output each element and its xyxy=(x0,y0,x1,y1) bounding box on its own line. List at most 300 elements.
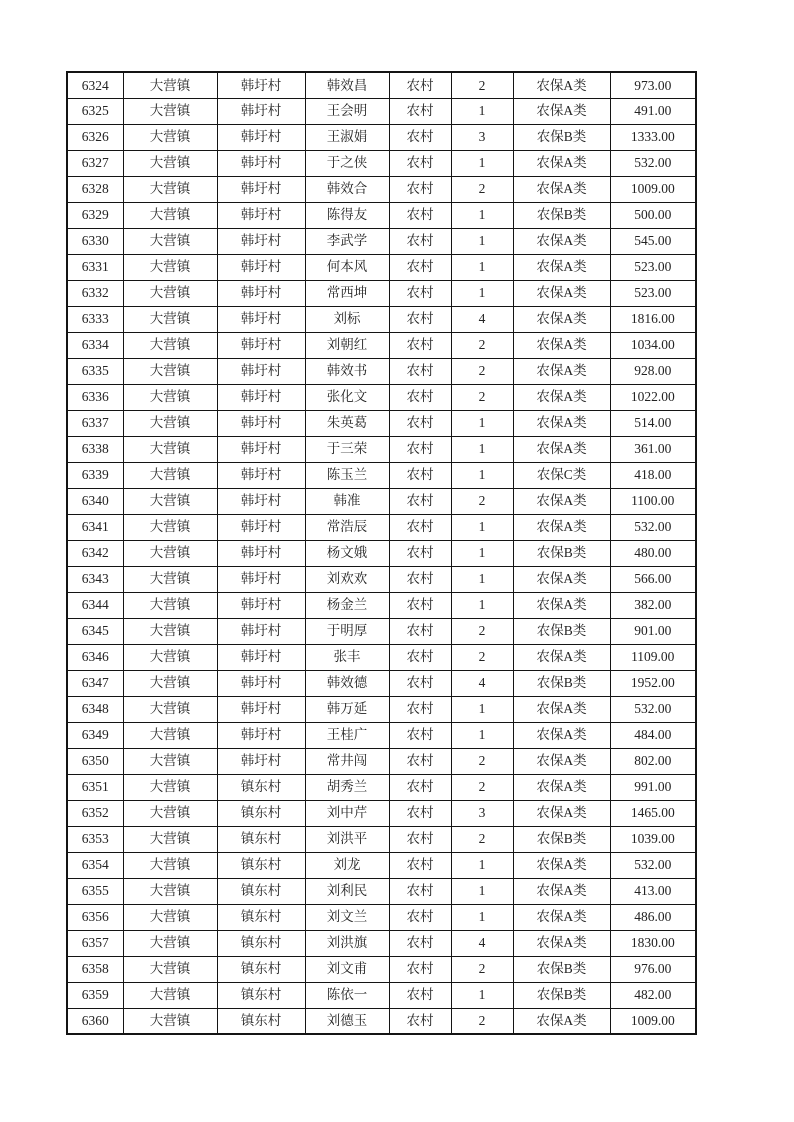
cell-insurance-category: 农保B类 xyxy=(513,956,610,982)
cell-amount: 802.00 xyxy=(610,748,696,774)
cell-town: 大营镇 xyxy=(123,280,217,306)
cell-residence-type: 农村 xyxy=(389,176,451,202)
cell-person-count: 1 xyxy=(451,228,513,254)
cell-serial-number: 6339 xyxy=(67,462,123,488)
cell-serial-number: 6347 xyxy=(67,670,123,696)
table-row xyxy=(67,306,696,332)
cell-amount: 1022.00 xyxy=(610,384,696,410)
cell-town: 大营镇 xyxy=(123,670,217,696)
cell-town: 大营镇 xyxy=(123,384,217,410)
table-row xyxy=(67,176,696,202)
cell-person-name: 刘洪平 xyxy=(305,826,389,852)
cell-residence-type: 农村 xyxy=(389,280,451,306)
cell-residence-type: 农村 xyxy=(389,878,451,904)
cell-person-name: 杨金兰 xyxy=(305,592,389,618)
table-row xyxy=(67,800,696,826)
table-row xyxy=(67,566,696,592)
table-row xyxy=(67,202,696,228)
cell-person-count: 1 xyxy=(451,280,513,306)
cell-person-name: 常西坤 xyxy=(305,280,389,306)
cell-residence-type: 农村 xyxy=(389,254,451,280)
cell-person-count: 4 xyxy=(451,930,513,956)
cell-residence-type: 农村 xyxy=(389,800,451,826)
table-row xyxy=(67,280,696,306)
cell-town: 大营镇 xyxy=(123,826,217,852)
cell-village: 韩圩村 xyxy=(217,514,305,540)
table-row xyxy=(67,410,696,436)
table-row xyxy=(67,384,696,410)
cell-amount: 1109.00 xyxy=(610,644,696,670)
cell-residence-type: 农村 xyxy=(389,826,451,852)
cell-residence-type: 农村 xyxy=(389,618,451,644)
cell-person-count: 3 xyxy=(451,124,513,150)
cell-insurance-category: 农保A类 xyxy=(513,436,610,462)
cell-village: 韩圩村 xyxy=(217,722,305,748)
cell-person-count: 1 xyxy=(451,852,513,878)
cell-serial-number: 6332 xyxy=(67,280,123,306)
cell-serial-number: 6328 xyxy=(67,176,123,202)
table-row xyxy=(67,956,696,982)
cell-residence-type: 农村 xyxy=(389,696,451,722)
cell-village: 韩圩村 xyxy=(217,306,305,332)
cell-amount: 976.00 xyxy=(610,956,696,982)
cell-serial-number: 6345 xyxy=(67,618,123,644)
cell-person-count: 2 xyxy=(451,72,513,98)
cell-person-count: 1 xyxy=(451,592,513,618)
cell-insurance-category: 农保A类 xyxy=(513,384,610,410)
cell-person-count: 1 xyxy=(451,982,513,1008)
table-row xyxy=(67,878,696,904)
cell-town: 大营镇 xyxy=(123,852,217,878)
cell-amount: 901.00 xyxy=(610,618,696,644)
table-row xyxy=(67,124,696,150)
table-row xyxy=(67,98,696,124)
cell-village: 韩圩村 xyxy=(217,644,305,670)
cell-town: 大营镇 xyxy=(123,202,217,228)
table-row xyxy=(67,592,696,618)
cell-amount: 1009.00 xyxy=(610,176,696,202)
cell-serial-number: 6349 xyxy=(67,722,123,748)
cell-person-name: 刘标 xyxy=(305,306,389,332)
cell-village: 韩圩村 xyxy=(217,176,305,202)
cell-person-count: 2 xyxy=(451,826,513,852)
cell-residence-type: 农村 xyxy=(389,774,451,800)
cell-residence-type: 农村 xyxy=(389,1008,451,1034)
cell-serial-number: 6334 xyxy=(67,332,123,358)
table-row xyxy=(67,722,696,748)
cell-person-count: 1 xyxy=(451,410,513,436)
cell-serial-number: 6326 xyxy=(67,124,123,150)
cell-person-name: 胡秀兰 xyxy=(305,774,389,800)
cell-person-name: 刘文甫 xyxy=(305,956,389,982)
cell-insurance-category: 农保C类 xyxy=(513,462,610,488)
cell-amount: 382.00 xyxy=(610,592,696,618)
table-row xyxy=(67,644,696,670)
cell-town: 大营镇 xyxy=(123,150,217,176)
cell-town: 大营镇 xyxy=(123,358,217,384)
cell-insurance-category: 农保B类 xyxy=(513,670,610,696)
table-row xyxy=(67,332,696,358)
cell-residence-type: 农村 xyxy=(389,670,451,696)
cell-person-name: 王桂广 xyxy=(305,722,389,748)
cell-serial-number: 6343 xyxy=(67,566,123,592)
table-row xyxy=(67,540,696,566)
cell-amount: 480.00 xyxy=(610,540,696,566)
cell-serial-number: 6350 xyxy=(67,748,123,774)
table-row xyxy=(67,930,696,956)
table-row xyxy=(67,696,696,722)
cell-residence-type: 农村 xyxy=(389,332,451,358)
cell-person-count: 2 xyxy=(451,488,513,514)
cell-residence-type: 农村 xyxy=(389,488,451,514)
cell-residence-type: 农村 xyxy=(389,722,451,748)
cell-insurance-category: 农保A类 xyxy=(513,904,610,930)
cell-residence-type: 农村 xyxy=(389,228,451,254)
cell-town: 大营镇 xyxy=(123,306,217,332)
cell-person-name: 陈得友 xyxy=(305,202,389,228)
cell-amount: 532.00 xyxy=(610,150,696,176)
cell-insurance-category: 农保A类 xyxy=(513,410,610,436)
cell-serial-number: 6346 xyxy=(67,644,123,670)
cell-insurance-category: 农保A类 xyxy=(513,852,610,878)
cell-insurance-category: 农保A类 xyxy=(513,254,610,280)
cell-amount: 491.00 xyxy=(610,98,696,124)
cell-serial-number: 6333 xyxy=(67,306,123,332)
cell-insurance-category: 农保A类 xyxy=(513,930,610,956)
cell-serial-number: 6356 xyxy=(67,904,123,930)
cell-village: 韩圩村 xyxy=(217,124,305,150)
table-row xyxy=(67,904,696,930)
cell-serial-number: 6348 xyxy=(67,696,123,722)
cell-town: 大营镇 xyxy=(123,254,217,280)
table-row xyxy=(67,436,696,462)
cell-person-count: 2 xyxy=(451,332,513,358)
cell-residence-type: 农村 xyxy=(389,98,451,124)
cell-serial-number: 6351 xyxy=(67,774,123,800)
cell-person-count: 1 xyxy=(451,566,513,592)
cell-serial-number: 6341 xyxy=(67,514,123,540)
cell-village: 韩圩村 xyxy=(217,358,305,384)
cell-serial-number: 6327 xyxy=(67,150,123,176)
cell-residence-type: 农村 xyxy=(389,852,451,878)
cell-serial-number: 6353 xyxy=(67,826,123,852)
cell-person-name: 韩效昌 xyxy=(305,72,389,98)
cell-amount: 486.00 xyxy=(610,904,696,930)
cell-person-count: 4 xyxy=(451,306,513,332)
cell-residence-type: 农村 xyxy=(389,540,451,566)
cell-amount: 523.00 xyxy=(610,280,696,306)
cell-person-count: 2 xyxy=(451,358,513,384)
cell-serial-number: 6357 xyxy=(67,930,123,956)
cell-insurance-category: 农保A类 xyxy=(513,696,610,722)
cell-amount: 1039.00 xyxy=(610,826,696,852)
cell-serial-number: 6352 xyxy=(67,800,123,826)
cell-amount: 1009.00 xyxy=(610,1008,696,1034)
cell-person-count: 1 xyxy=(451,98,513,124)
cell-serial-number: 6355 xyxy=(67,878,123,904)
cell-village: 镇东村 xyxy=(217,904,305,930)
cell-person-count: 2 xyxy=(451,644,513,670)
cell-person-count: 1 xyxy=(451,904,513,930)
table-row xyxy=(67,72,696,98)
cell-person-count: 1 xyxy=(451,696,513,722)
cell-residence-type: 农村 xyxy=(389,514,451,540)
cell-person-count: 1 xyxy=(451,722,513,748)
cell-town: 大营镇 xyxy=(123,124,217,150)
cell-village: 韩圩村 xyxy=(217,384,305,410)
cell-insurance-category: 农保A类 xyxy=(513,722,610,748)
cell-residence-type: 农村 xyxy=(389,436,451,462)
cell-insurance-category: 农保B类 xyxy=(513,124,610,150)
cell-residence-type: 农村 xyxy=(389,930,451,956)
cell-town: 大营镇 xyxy=(123,800,217,826)
cell-town: 大营镇 xyxy=(123,618,217,644)
cell-serial-number: 6358 xyxy=(67,956,123,982)
cell-insurance-category: 农保A类 xyxy=(513,878,610,904)
table-row xyxy=(67,228,696,254)
cell-person-name: 刘利民 xyxy=(305,878,389,904)
cell-village: 韩圩村 xyxy=(217,280,305,306)
cell-town: 大营镇 xyxy=(123,176,217,202)
cell-amount: 514.00 xyxy=(610,410,696,436)
cell-serial-number: 6340 xyxy=(67,488,123,514)
cell-amount: 973.00 xyxy=(610,72,696,98)
cell-amount: 532.00 xyxy=(610,514,696,540)
cell-town: 大营镇 xyxy=(123,228,217,254)
cell-amount: 1100.00 xyxy=(610,488,696,514)
cell-serial-number: 6336 xyxy=(67,384,123,410)
cell-residence-type: 农村 xyxy=(389,592,451,618)
cell-person-name: 于三荣 xyxy=(305,436,389,462)
cell-person-count: 1 xyxy=(451,514,513,540)
cell-person-count: 2 xyxy=(451,618,513,644)
cell-insurance-category: 农保A类 xyxy=(513,488,610,514)
cell-person-count: 1 xyxy=(451,150,513,176)
cell-person-name: 韩效合 xyxy=(305,176,389,202)
cell-village: 韩圩村 xyxy=(217,332,305,358)
cell-serial-number: 6337 xyxy=(67,410,123,436)
cell-insurance-category: 农保B类 xyxy=(513,202,610,228)
cell-town: 大营镇 xyxy=(123,904,217,930)
cell-town: 大营镇 xyxy=(123,982,217,1008)
cell-amount: 482.00 xyxy=(610,982,696,1008)
cell-person-count: 1 xyxy=(451,462,513,488)
cell-residence-type: 农村 xyxy=(389,462,451,488)
cell-person-name: 陈依一 xyxy=(305,982,389,1008)
cell-person-name: 朱英葛 xyxy=(305,410,389,436)
cell-serial-number: 6329 xyxy=(67,202,123,228)
cell-town: 大营镇 xyxy=(123,488,217,514)
cell-person-name: 刘欢欢 xyxy=(305,566,389,592)
cell-amount: 484.00 xyxy=(610,722,696,748)
cell-town: 大营镇 xyxy=(123,644,217,670)
cell-residence-type: 农村 xyxy=(389,982,451,1008)
cell-insurance-category: 农保A类 xyxy=(513,800,610,826)
cell-amount: 523.00 xyxy=(610,254,696,280)
cell-insurance-category: 农保A类 xyxy=(513,514,610,540)
cell-residence-type: 农村 xyxy=(389,644,451,670)
cell-amount: 500.00 xyxy=(610,202,696,228)
cell-person-name: 刘中芹 xyxy=(305,800,389,826)
cell-insurance-category: 农保A类 xyxy=(513,306,610,332)
table-row xyxy=(67,982,696,1008)
cell-amount: 1816.00 xyxy=(610,306,696,332)
cell-village: 镇东村 xyxy=(217,1008,305,1034)
cell-town: 大营镇 xyxy=(123,98,217,124)
cell-person-name: 刘文兰 xyxy=(305,904,389,930)
cell-village: 镇东村 xyxy=(217,774,305,800)
cell-person-name: 王会明 xyxy=(305,98,389,124)
cell-amount: 532.00 xyxy=(610,696,696,722)
cell-amount: 361.00 xyxy=(610,436,696,462)
cell-village: 韩圩村 xyxy=(217,618,305,644)
cell-amount: 532.00 xyxy=(610,852,696,878)
cell-person-count: 2 xyxy=(451,176,513,202)
cell-serial-number: 6324 xyxy=(67,72,123,98)
cell-amount: 991.00 xyxy=(610,774,696,800)
cell-person-count: 1 xyxy=(451,254,513,280)
table-row xyxy=(67,358,696,384)
cell-town: 大营镇 xyxy=(123,748,217,774)
cell-insurance-category: 农保A类 xyxy=(513,176,610,202)
cell-person-name: 陈玉兰 xyxy=(305,462,389,488)
cell-person-count: 2 xyxy=(451,1008,513,1034)
cell-village: 韩圩村 xyxy=(217,748,305,774)
cell-village: 韩圩村 xyxy=(217,150,305,176)
cell-person-name: 刘朝红 xyxy=(305,332,389,358)
cell-person-count: 4 xyxy=(451,670,513,696)
cell-town: 大营镇 xyxy=(123,332,217,358)
table-row xyxy=(67,852,696,878)
cell-town: 大营镇 xyxy=(123,462,217,488)
table-row xyxy=(67,670,696,696)
cell-serial-number: 6360 xyxy=(67,1008,123,1034)
cell-person-name: 李武学 xyxy=(305,228,389,254)
cell-insurance-category: 农保A类 xyxy=(513,1008,610,1034)
cell-person-count: 1 xyxy=(451,202,513,228)
cell-town: 大营镇 xyxy=(123,72,217,98)
cell-town: 大营镇 xyxy=(123,540,217,566)
cell-village: 镇东村 xyxy=(217,826,305,852)
cell-person-name: 刘洪旗 xyxy=(305,930,389,956)
cell-residence-type: 农村 xyxy=(389,202,451,228)
cell-insurance-category: 农保A类 xyxy=(513,228,610,254)
cell-insurance-category: 农保A类 xyxy=(513,774,610,800)
cell-town: 大营镇 xyxy=(123,878,217,904)
cell-person-name: 王淑娟 xyxy=(305,124,389,150)
cell-serial-number: 6335 xyxy=(67,358,123,384)
cell-village: 韩圩村 xyxy=(217,488,305,514)
cell-insurance-category: 农保B类 xyxy=(513,540,610,566)
cell-village: 韩圩村 xyxy=(217,436,305,462)
cell-town: 大营镇 xyxy=(123,566,217,592)
cell-serial-number: 6338 xyxy=(67,436,123,462)
cell-amount: 418.00 xyxy=(610,462,696,488)
cell-amount: 566.00 xyxy=(610,566,696,592)
cell-residence-type: 农村 xyxy=(389,150,451,176)
cell-village: 镇东村 xyxy=(217,878,305,904)
cell-village: 镇东村 xyxy=(217,956,305,982)
cell-person-count: 1 xyxy=(451,540,513,566)
cell-village: 韩圩村 xyxy=(217,566,305,592)
cell-insurance-category: 农保A类 xyxy=(513,280,610,306)
table-row xyxy=(67,514,696,540)
cell-town: 大营镇 xyxy=(123,722,217,748)
cell-person-name: 韩准 xyxy=(305,488,389,514)
cell-amount: 545.00 xyxy=(610,228,696,254)
table-row xyxy=(67,774,696,800)
cell-insurance-category: 农保A类 xyxy=(513,332,610,358)
cell-insurance-category: 农保A类 xyxy=(513,72,610,98)
cell-person-name: 杨文娥 xyxy=(305,540,389,566)
cell-person-name: 韩万延 xyxy=(305,696,389,722)
cell-village: 韩圩村 xyxy=(217,228,305,254)
cell-serial-number: 6344 xyxy=(67,592,123,618)
cell-residence-type: 农村 xyxy=(389,72,451,98)
cell-amount: 413.00 xyxy=(610,878,696,904)
cell-insurance-category: 农保B类 xyxy=(513,618,610,644)
cell-insurance-category: 农保A类 xyxy=(513,748,610,774)
cell-residence-type: 农村 xyxy=(389,124,451,150)
cell-village: 韩圩村 xyxy=(217,540,305,566)
cell-residence-type: 农村 xyxy=(389,410,451,436)
cell-insurance-category: 农保A类 xyxy=(513,644,610,670)
cell-person-name: 刘龙 xyxy=(305,852,389,878)
cell-residence-type: 农村 xyxy=(389,904,451,930)
cell-residence-type: 农村 xyxy=(389,956,451,982)
cell-insurance-category: 农保B类 xyxy=(513,982,610,1008)
table-row xyxy=(67,748,696,774)
cell-village: 镇东村 xyxy=(217,852,305,878)
cell-insurance-category: 农保A类 xyxy=(513,566,610,592)
cell-person-name: 于之侠 xyxy=(305,150,389,176)
cell-residence-type: 农村 xyxy=(389,384,451,410)
cell-village: 镇东村 xyxy=(217,982,305,1008)
cell-person-count: 1 xyxy=(451,878,513,904)
table-row xyxy=(67,618,696,644)
cell-person-count: 2 xyxy=(451,774,513,800)
cell-town: 大营镇 xyxy=(123,956,217,982)
cell-serial-number: 6331 xyxy=(67,254,123,280)
cell-town: 大营镇 xyxy=(123,592,217,618)
cell-person-name: 常井闯 xyxy=(305,748,389,774)
cell-town: 大营镇 xyxy=(123,696,217,722)
record-table-body xyxy=(67,72,696,1034)
cell-person-name: 刘德玉 xyxy=(305,1008,389,1034)
cell-person-count: 1 xyxy=(451,436,513,462)
cell-residence-type: 农村 xyxy=(389,306,451,332)
cell-serial-number: 6330 xyxy=(67,228,123,254)
cell-village: 韩圩村 xyxy=(217,462,305,488)
cell-amount: 1333.00 xyxy=(610,124,696,150)
cell-village: 镇东村 xyxy=(217,930,305,956)
cell-village: 韩圩村 xyxy=(217,254,305,280)
table-row xyxy=(67,254,696,280)
cell-amount: 1034.00 xyxy=(610,332,696,358)
cell-insurance-category: 农保A类 xyxy=(513,358,610,384)
cell-person-name: 韩效书 xyxy=(305,358,389,384)
table-row xyxy=(67,488,696,514)
cell-village: 韩圩村 xyxy=(217,696,305,722)
cell-serial-number: 6354 xyxy=(67,852,123,878)
cell-village: 韩圩村 xyxy=(217,98,305,124)
cell-person-count: 2 xyxy=(451,748,513,774)
cell-residence-type: 农村 xyxy=(389,748,451,774)
cell-town: 大营镇 xyxy=(123,410,217,436)
cell-serial-number: 6325 xyxy=(67,98,123,124)
cell-town: 大营镇 xyxy=(123,930,217,956)
cell-insurance-category: 农保B类 xyxy=(513,826,610,852)
